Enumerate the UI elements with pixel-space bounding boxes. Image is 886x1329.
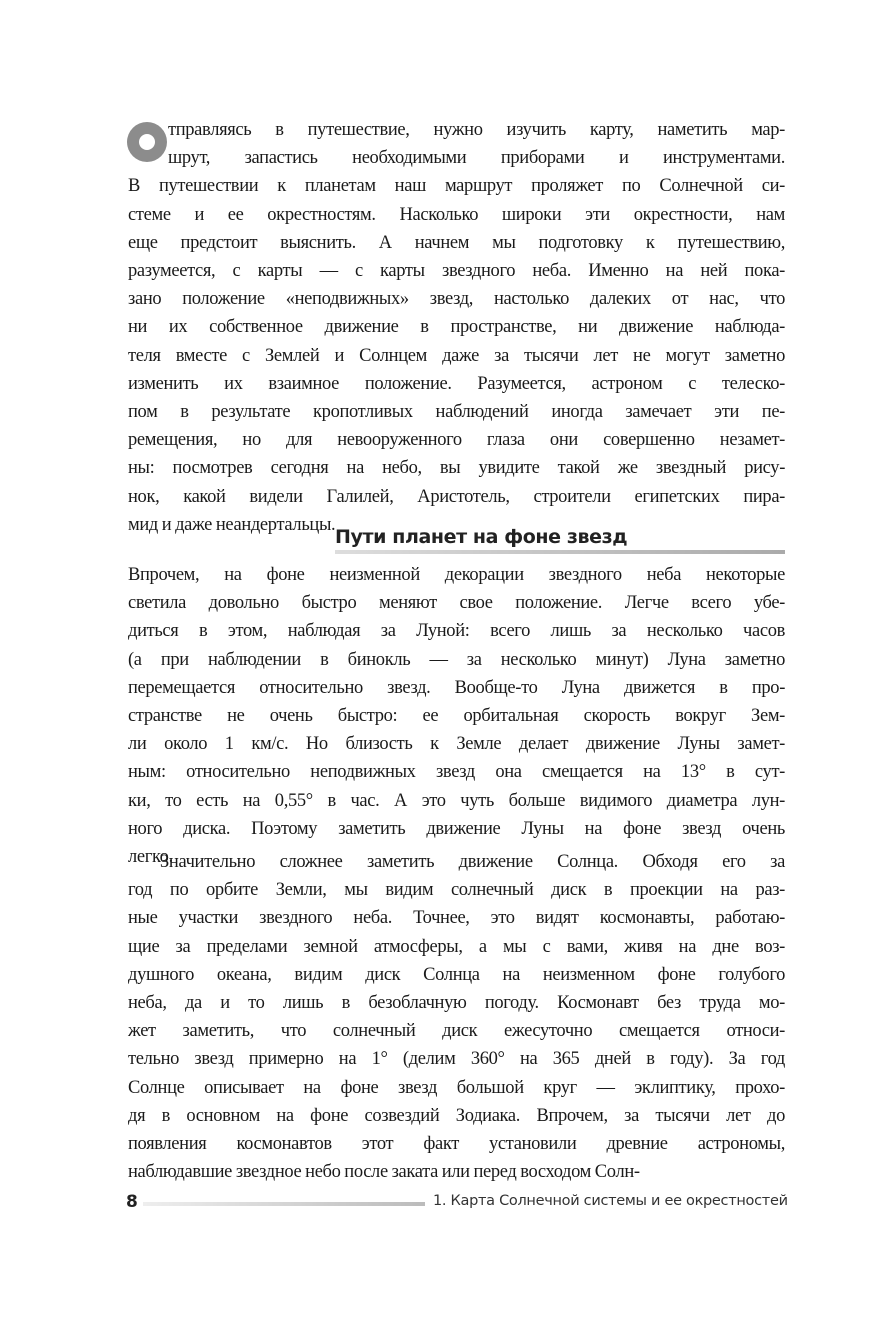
text-line: диться в этом, наблюдая за Луной: всего лишь за несколько часов	[128, 621, 785, 642]
text-line: (а при наблюдении в бинокль — за несколько минут) Луна заметно	[128, 649, 785, 670]
text-line: неба, да и то лишь в безоблачную погоду. Космонавт без труда мо-	[128, 993, 785, 1013]
text-line: тправляясь в путешествие, нужно изучить карту, наметить мар-	[168, 120, 785, 140]
text-line: щие за пределами земной атмосферы, а мы с вами, живя на дне воз-	[128, 936, 785, 957]
text-line: ного диска. Поэтому заметить движение Луны на фоне звезд очень	[128, 818, 785, 839]
text-line: зано положение «неподвижных» звезд, настолько далеких от нас, что	[128, 289, 785, 310]
text-line: перемещается относительно звезд. Вообще-то Луна движется в про-	[128, 677, 785, 698]
text-line: ны: посмотрев сегодня на небо, вы увидите такой же звездный рису-	[128, 458, 785, 479]
text-line: шрут, запастись необходимыми приборами и инструментами.	[168, 148, 785, 169]
footer-rule	[143, 1202, 425, 1206]
text-line: еще предстоит выяснить. А начнем мы подготовку к путешествию,	[128, 232, 785, 253]
drop-cap-letter	[127, 122, 167, 162]
text-line: ни их собственное движение в пространстве, ни движение наблюда-	[128, 317, 785, 338]
text-line: душного океана, видим диск Солнца на неизменном фоне голубого	[128, 964, 785, 985]
text-line: Значительно сложнее заметить движение Солнца. Обходя его за	[160, 852, 785, 872]
text-line: пом в результате кропотливых наблюдений иногда замечает эти пе-	[128, 402, 785, 422]
text-line: тельно звезд примерно на 1° (делим 360° на 365 дней в году). За год	[128, 1049, 785, 1070]
text-line: дя в основном на фоне созвездий Зодиака. Впрочем, за тысячи лет до	[128, 1105, 785, 1126]
text-line: ли около 1 км/с. Но близость к Земле делает движение Луны замет-	[128, 734, 785, 755]
running-footer-chapter-title: 1. Карта Солнечной системы и ее окрестностей	[433, 1193, 788, 1209]
text-line: странстве не очень быстро: ее орбитальная скорость вокруг Зем-	[128, 706, 785, 726]
text-line: теля вместе с Землей и Солнцем даже за тысячи лет не могут заметно	[128, 345, 785, 366]
text-line: изменить их взаимное положение. Разумеется, астроном с телеско-	[128, 373, 785, 394]
text-line: наблюдавшие звездное небо после заката или перед восходом Солн-	[128, 1162, 640, 1183]
text-line: год по орбите Земли, мы видим солнечный диск в проекции на раз-	[128, 880, 785, 901]
section-heading: Пути планет на фоне звезд	[335, 526, 628, 548]
text-line: разумеется, с карты — с карты звездного неба. Именно на ней пока-	[128, 261, 785, 281]
text-line: легко.	[128, 847, 173, 867]
text-line: В путешествии к планетам наш маршрут проляжет по Солнечной си-	[128, 176, 785, 197]
text-line: жет заметить, что солнечный диск ежесуточно смещается относи-	[128, 1021, 785, 1042]
text-line: мид и даже неандертальцы.	[128, 514, 336, 535]
text-line: светила довольно быстро меняют свое положение. Легче всего убе-	[128, 593, 785, 614]
text-line: Солнце описывает на фоне звезд большой круг — эклиптику, прохо-	[128, 1077, 785, 1098]
heading-underline	[335, 550, 785, 554]
text-line: ным: относительно неподвижных звезд она смещается на 13° в сут-	[128, 762, 785, 783]
text-line: стеме и ее окрестностям. Насколько широки эти окрестности, нам	[128, 204, 785, 225]
text-line: нок, какой видели Галилей, Аристотель, строители египетских пира-	[128, 486, 785, 507]
text-line: ремещения, но для невооруженного глаза они совершенно незамет-	[128, 430, 785, 451]
text-line: Впрочем, на фоне неизменной декорации звездного неба некоторые	[128, 565, 785, 585]
text-line: ные участки звездного неба. Точнее, это видят космонавты, работаю-	[128, 908, 785, 929]
page-number: 8	[126, 1192, 138, 1212]
text-line: ки, то есть на 0,55° в час. А это чуть больше видимого диаметра лун-	[128, 790, 785, 811]
text-line: появления космонавтов этот факт установили древние астрономы,	[128, 1134, 785, 1154]
